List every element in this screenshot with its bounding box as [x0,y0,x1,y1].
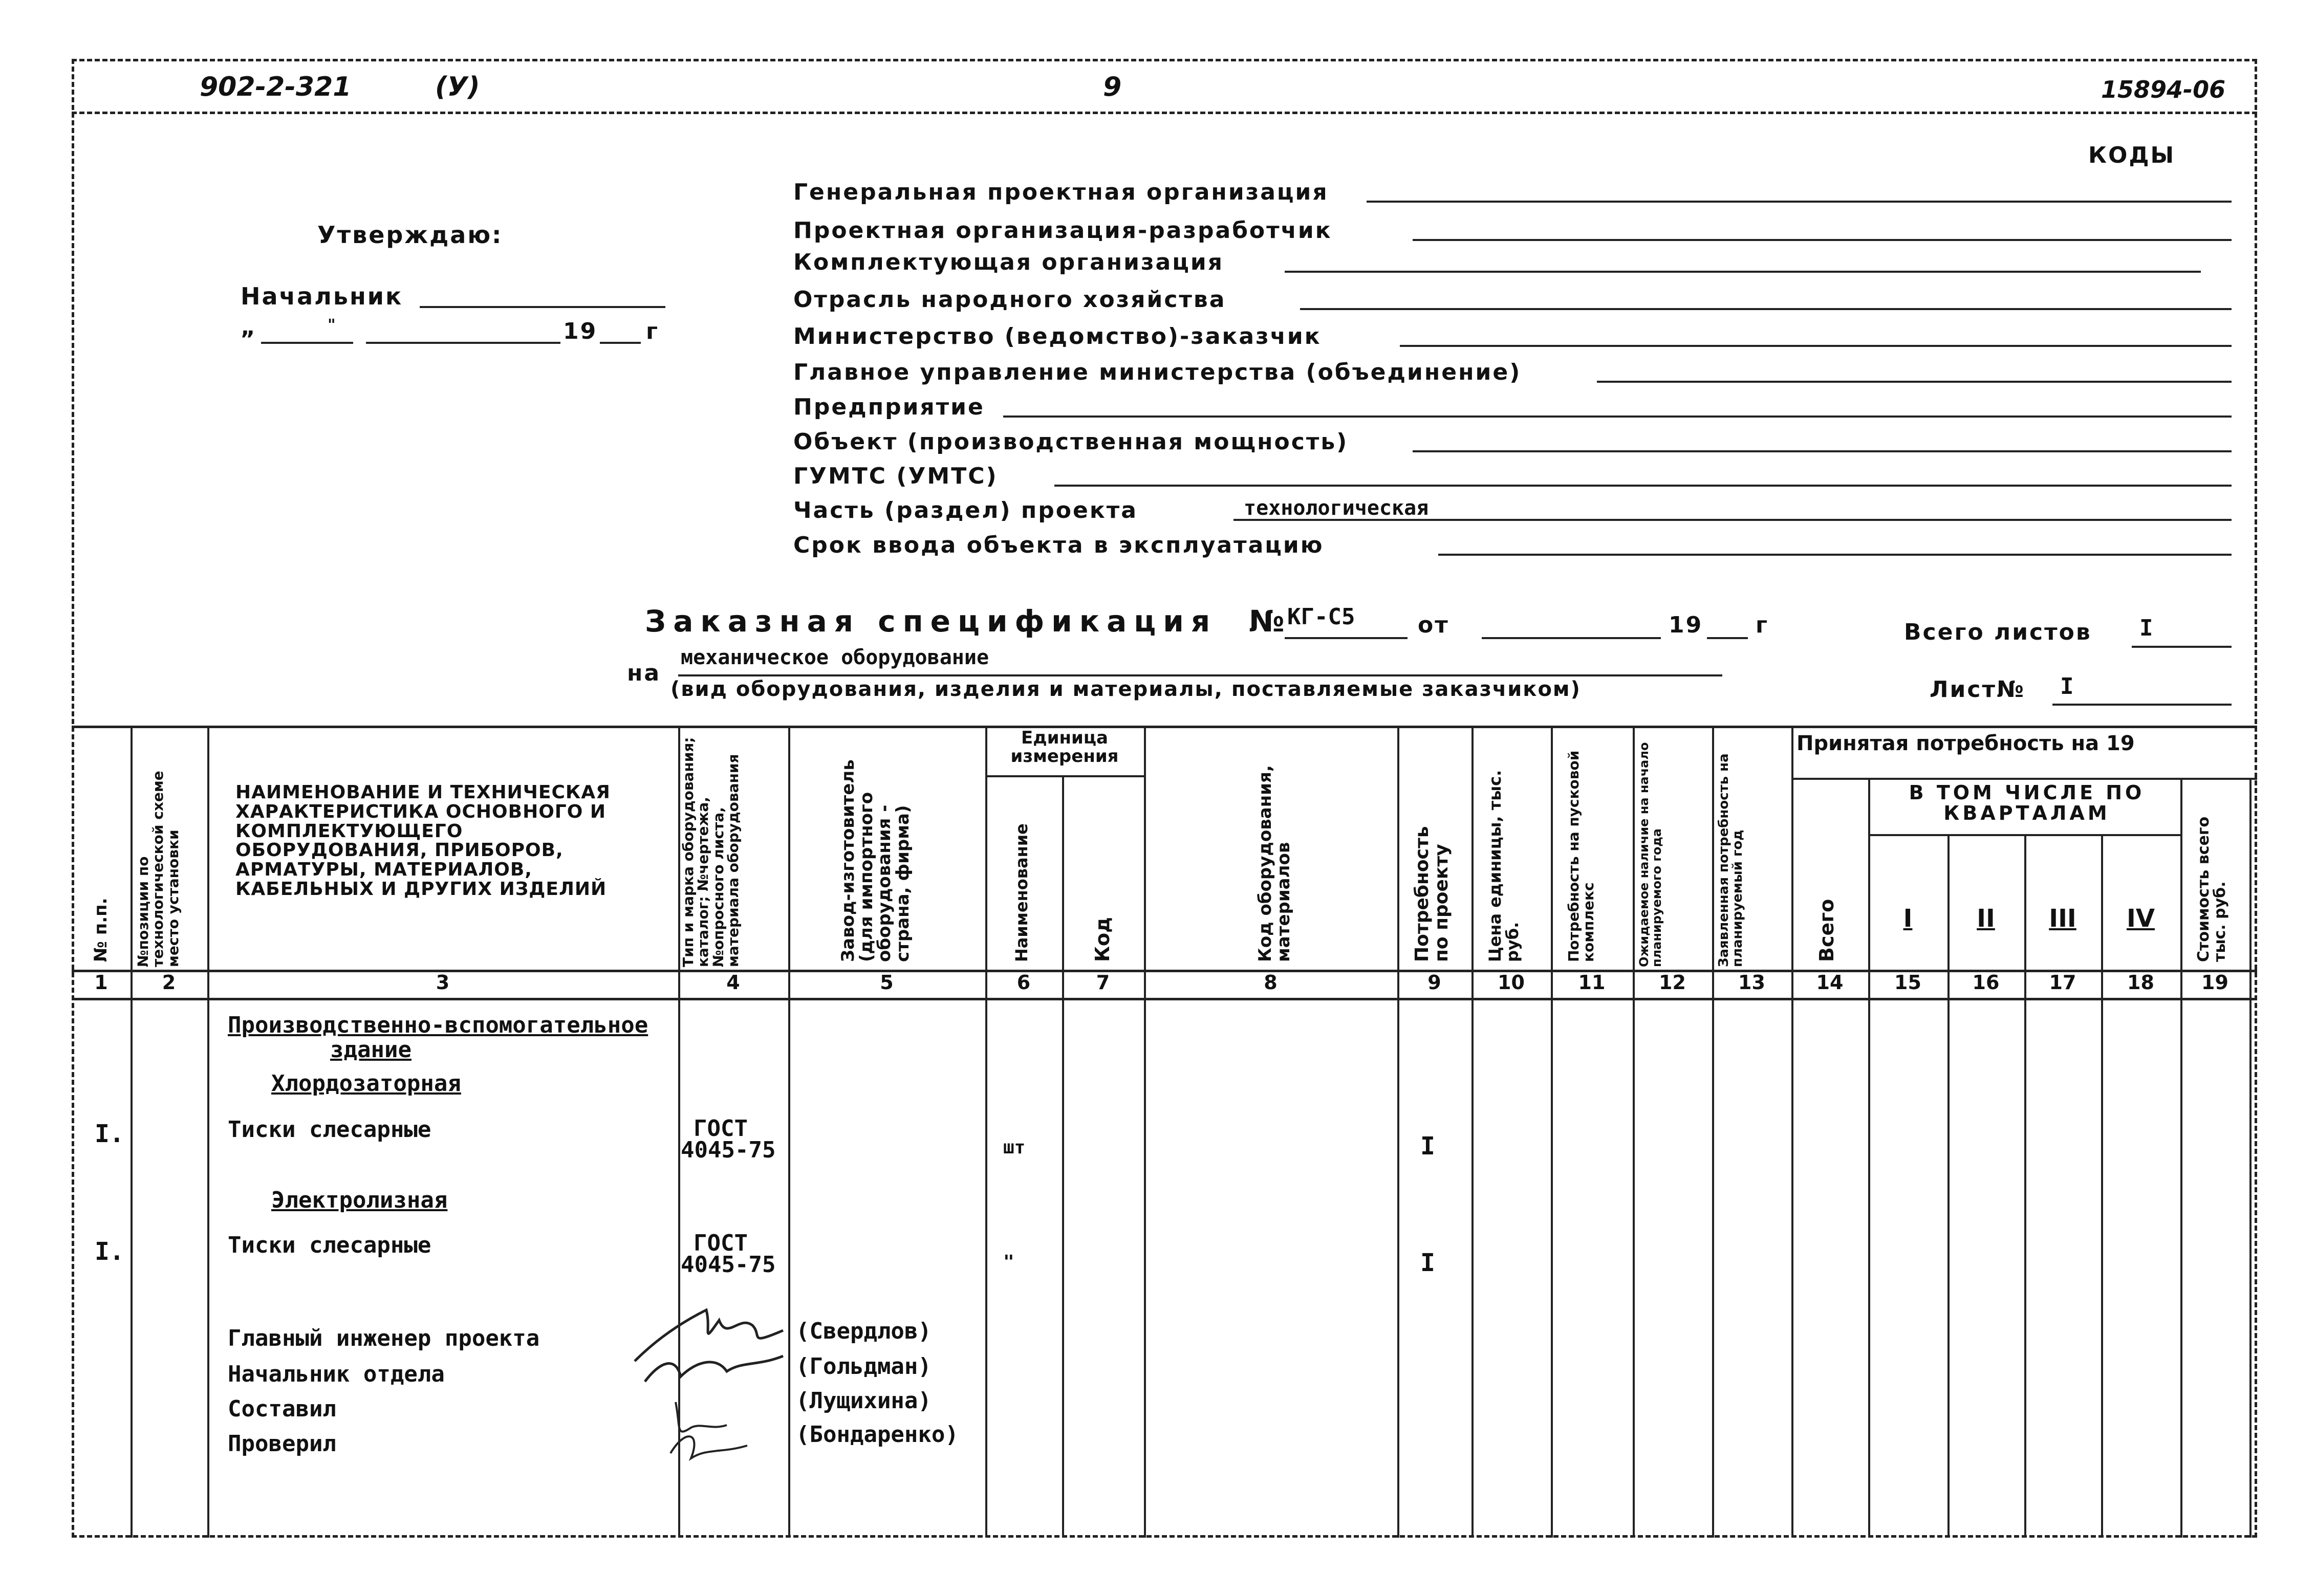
date-year-line [600,342,641,344]
spec-g-label: г [1756,612,1769,638]
sheet-value: I [2060,673,2074,699]
signature-name: (Свердлов) [796,1318,932,1344]
org-field-label: Главное управление министерства (объединение) [793,359,1522,385]
column-number: 19 [2201,971,2228,994]
signature-role: Составил [228,1396,336,1422]
header-divider [72,112,2257,114]
spec-number-label: № [1249,604,1286,639]
header-quarter-group: В ТОМ ЧИСЛЕ ПО КВАРТАЛАМ [1909,781,2145,824]
row-position: I. [95,1237,124,1266]
quote-open: „ [241,314,257,340]
total-sheets-line [2132,646,2232,648]
column-number: 14 [1816,971,1844,994]
org-field-label: Отрасль народного хозяйства [793,287,1226,313]
unit-group-divider [985,775,1144,777]
org-field-line [1438,554,2232,556]
header-c18: IV [2126,904,2155,933]
header-c19: Стоимость всего тыс. руб. [2195,816,2229,962]
header-c8: Код оборудования, материалов [1255,765,1294,962]
signature-name: (Бондаренко) [796,1422,959,1448]
col-border [1791,726,1793,1538]
column-number: 13 [1738,971,1765,994]
header-unit-group: Единица измерения [1010,728,1119,767]
row-qty: I [1420,1249,1435,1277]
project-part-value: технологическая [1244,496,1429,520]
group-title: Электролизная [271,1187,448,1213]
series-code: 902-2-321 [200,72,352,102]
signature-role: Начальник отдела [228,1361,445,1387]
row-name: Тиски слесарные [228,1117,431,1143]
org-field-label: Срок ввода объекта в эксплуатацию [793,532,1324,558]
header-c2: №позиции по технологической схеме место установки [135,771,182,967]
total-sheets-value: I [2139,615,2153,641]
col-border [1868,778,1870,1538]
org-field-line [1597,381,2232,383]
org-field-line [1400,345,2232,347]
approve-label: Утверждаю: [317,221,503,249]
row-qty: I [1420,1132,1435,1161]
col-border [1144,726,1146,1538]
org-field-line [1285,271,2201,273]
org-field-label: Генеральная проектная организация [793,179,1329,205]
group-title: Хлордозаторная [271,1070,461,1097]
org-field-label: Объект (производственная мощность) [793,429,1349,455]
header-c17: III [2049,904,2076,933]
col-border [1947,834,1950,1538]
volume-label: (У) [435,72,480,102]
column-number: 16 [1972,971,2000,994]
header-c5: Завод-изготовитель (для импортного оборудования - страна, фирма) [838,759,914,962]
spec-year-line [1707,637,1748,639]
table-top-border [72,726,2257,728]
col-border [207,726,209,1538]
codes-label: КОДЫ [2088,142,2176,168]
total-sheets-label: Всего листов [1904,619,2092,645]
row-unit: " [1003,1252,1014,1273]
head-label: Начальник [241,282,403,310]
col-border [1062,775,1064,1538]
equipment-line [678,674,1722,676]
date-day-line [261,342,353,344]
handwritten-signatures [630,1300,798,1484]
org-field-line [1233,519,2232,521]
doc-number: 15894-06 [2101,76,2226,103]
org-field-label: Предприятие [793,394,985,420]
col-border [1397,726,1399,1538]
org-field-line [1003,416,2232,418]
date-g-label: г [646,318,659,344]
org-field-line [1413,239,2232,241]
col-border [1633,726,1635,1538]
spec-year-label: 19 [1669,612,1703,638]
spec-on-label: на [627,660,661,686]
col-border [985,726,987,1538]
column-number: 7 [1096,971,1110,994]
column-number: 1 [94,971,108,994]
header-c9: Потребность по проекту [1412,826,1452,962]
header-c4: Тип и марка оборудования; каталог; №чертежа, №опросного листа, материала оборудования [680,737,742,967]
spec-date-line [1482,637,1661,639]
column-number: 11 [1578,971,1606,994]
header-c1: № п.п. [91,898,111,962]
column-number: 3 [436,971,450,994]
date-year-label: 19 [563,318,598,344]
row-name: Тиски слесарные [228,1232,431,1258]
spec-from-label: от [1418,612,1449,638]
row-type-2: 4045-75 [681,1252,776,1278]
column-number: 12 [1659,971,1686,994]
row-type-1: ГОСТ [694,1116,748,1142]
section-title: Производственно-вспомогательное [228,1012,648,1038]
equipment-type: механическое оборудование [681,646,989,669]
org-field-line [1413,450,2232,452]
accepted-group-divider [1791,778,2257,780]
column-number: 17 [2049,971,2076,994]
header-c3: НАИМЕНОВАНИЕ И ТЕХНИЧЕСКАЯ ХАРАКТЕРИСТИКА ОСНОВНОГО И КОМПЛЕКТУЮЩЕГО ОБОРУДОВАНИЯ, ПРИБОРОВ, АРМАТУРЫ, МАТЕРИАЛОВ, КАБЕЛЬНЫХ И ДРУГИХ ИЗДЕЛИЙ [235,782,611,900]
header-accepted-group: Принятая потребность на 19 [1796,732,2135,755]
spec-number-line [1285,637,1408,639]
header-c7: Код [1091,917,1114,962]
equipment-caption: (вид оборудования, изделия и материалы, поставляемые заказчиком) [670,677,1581,701]
org-field-line [1054,485,2232,487]
header-c14: Всего [1815,899,1838,962]
column-number: 6 [1016,971,1031,994]
quote-close: " [328,316,337,334]
org-field-label: Проектная организация-разработчик [793,217,1332,244]
page-number: 9 [1103,72,1122,102]
spec-number: КГ-С5 [1287,604,1355,630]
signature-role: Главный инженер проекта [228,1325,540,1351]
header-c13: Заявленная потребность на планируемый год [1716,753,1746,967]
row-type-2: 4045-75 [681,1137,776,1163]
header-c12: Ожидаемое наличие на начало планируемого года [1637,742,1664,967]
column-number: 10 [1498,971,1525,994]
org-field-label: ГУМТС (УМТС) [793,463,998,489]
col-border [1551,726,1553,1538]
column-number: 18 [2127,971,2154,994]
col-border [2024,834,2026,1538]
col-border [1471,726,1474,1538]
signature-role: Проверил [228,1431,336,1457]
column-number: 2 [162,971,176,994]
header-c15: I [1903,904,1913,933]
row-unit: шт [1003,1137,1026,1158]
row-type-1: ГОСТ [694,1230,748,1256]
signature-name: (Лущихина) [796,1388,932,1414]
column-number: 4 [726,971,740,994]
org-field-label: Часть (раздел) проекта [793,497,1138,523]
head-name-line [420,306,665,308]
header-c10: Цена единицы, тыс. руб. [1485,770,1522,962]
date-month-line [366,342,560,344]
header-c11: Потребность на пусковой комплекс [1565,750,1597,962]
table-number-divider [72,998,2257,1000]
org-field-line [1367,201,2232,203]
org-field-label: Министерство (ведомство)-заказчик [793,323,1322,349]
signature-name: (Гольдман) [796,1353,932,1380]
col-border [131,726,133,1538]
column-number: 9 [1427,971,1441,994]
col-border [2180,778,2182,1538]
column-number: 15 [1894,971,1921,994]
column-number: 5 [880,971,894,994]
column-number: 8 [1264,971,1278,994]
sheet-line [2052,704,2232,706]
org-field-line [1300,308,2232,310]
sheet-label: Лист№ [1930,676,2025,703]
header-c16: II [1977,904,1995,933]
col-border [2101,834,2103,1538]
header-c6: Наименование [1012,823,1031,962]
row-position: I. [95,1120,124,1148]
org-field-label: Комплектующая организация [793,249,1224,275]
col-border [2249,778,2252,1538]
spec-title: Заказная спецификация [645,604,1218,639]
section-title: здание [330,1037,412,1063]
col-border [1712,726,1714,1538]
